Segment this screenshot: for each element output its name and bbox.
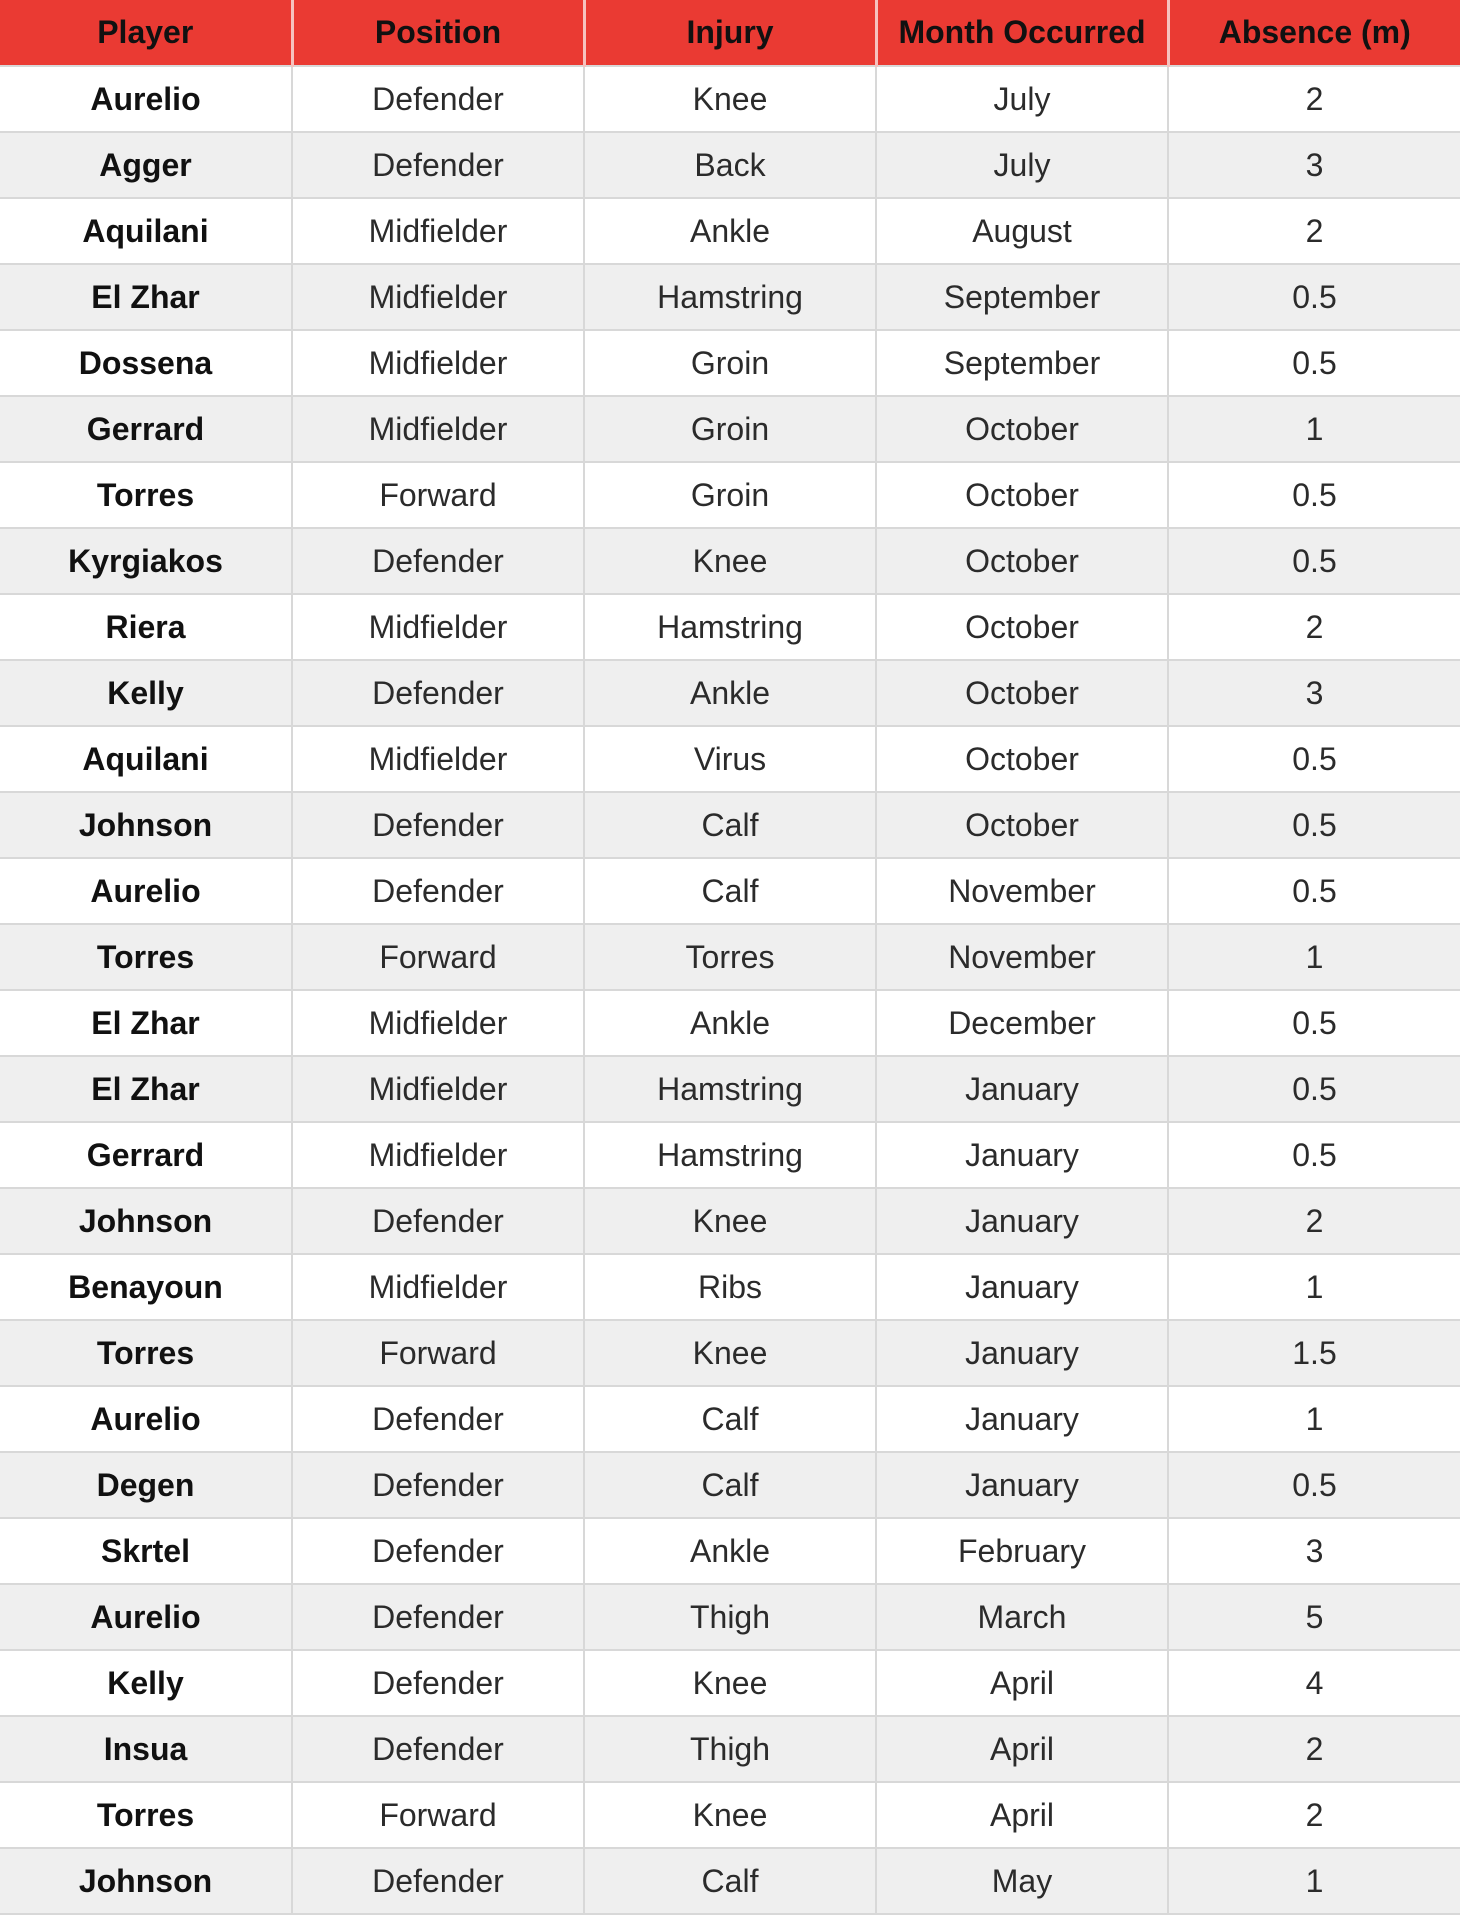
table-row [0, 1188, 1460, 1254]
absence-cell: 1 [1168, 1848, 1460, 1914]
month-cell: January [876, 1452, 1168, 1518]
absence-cell: 0.5 [1168, 726, 1460, 792]
position-cell: Midfielder [292, 990, 584, 1056]
injury-cell: Ankle [584, 1518, 876, 1584]
month-cell: January [876, 1056, 1168, 1122]
injury-cell: Virus [584, 726, 876, 792]
injury-cell: Torres [584, 924, 876, 990]
injury-cell: Calf [584, 1452, 876, 1518]
position-cell: Defender [292, 1650, 584, 1716]
injury-cell: Calf [584, 1386, 876, 1452]
player-cell: Torres [0, 1782, 292, 1848]
position-cell: Midfielder [292, 198, 584, 264]
position-cell: Defender [292, 660, 584, 726]
position-cell: Midfielder [292, 1056, 584, 1122]
player-cell: El Zhar [0, 990, 292, 1056]
player-cell: Benayoun [0, 1254, 292, 1320]
injury-cell: Ankle [584, 990, 876, 1056]
absence-cell: 0.5 [1168, 1122, 1460, 1188]
month-cell: October [876, 726, 1168, 792]
month-cell: April [876, 1650, 1168, 1716]
injury-cell: Knee [584, 1650, 876, 1716]
injury-cell: Calf [584, 1848, 876, 1914]
table-row [0, 990, 1460, 1056]
position-cell: Midfielder [292, 330, 584, 396]
absence-cell: 0.5 [1168, 1056, 1460, 1122]
player-cell: Aurelio [0, 858, 292, 924]
position-cell: Defender [292, 1452, 584, 1518]
absence-cell: 0.5 [1168, 990, 1460, 1056]
injury-cell: Hamstring [584, 1122, 876, 1188]
month-cell: November [876, 858, 1168, 924]
month-cell: August [876, 198, 1168, 264]
player-cell: Agger [0, 132, 292, 198]
column-header-absence: Absence (m) [1168, 0, 1460, 66]
injury-cell: Knee [584, 1782, 876, 1848]
table-row [0, 330, 1460, 396]
injury-cell: Groin [584, 396, 876, 462]
month-cell: May [876, 1848, 1168, 1914]
column-header-position: Position [292, 0, 584, 66]
position-cell: Defender [292, 1584, 584, 1650]
injury-cell: Hamstring [584, 1056, 876, 1122]
absence-cell: 1 [1168, 396, 1460, 462]
absence-cell: 5 [1168, 1584, 1460, 1650]
player-cell: El Zhar [0, 264, 292, 330]
month-cell: November [876, 924, 1168, 990]
table-row [0, 792, 1460, 858]
table-row [0, 528, 1460, 594]
table-row [0, 132, 1460, 198]
table-row [0, 1650, 1460, 1716]
injury-cell: Knee [584, 1320, 876, 1386]
table-row [0, 1320, 1460, 1386]
table-row [0, 924, 1460, 990]
column-header-month-occurred: Month Occurred [876, 0, 1168, 66]
month-cell: January [876, 1122, 1168, 1188]
table-header [0, 0, 1460, 66]
month-cell: January [876, 1320, 1168, 1386]
injury-cell: Hamstring [584, 594, 876, 660]
table-row [0, 396, 1460, 462]
player-cell: Torres [0, 1320, 292, 1386]
absence-cell: 3 [1168, 660, 1460, 726]
absence-cell: 0.5 [1168, 858, 1460, 924]
injury-cell: Ankle [584, 660, 876, 726]
position-cell: Forward [292, 1782, 584, 1848]
table-row [0, 1254, 1460, 1320]
injury-cell: Ankle [584, 198, 876, 264]
player-cell: Insua [0, 1716, 292, 1782]
absence-cell: 3 [1168, 132, 1460, 198]
column-header-injury: Injury [584, 0, 876, 66]
player-cell: Gerrard [0, 1122, 292, 1188]
table-row [0, 858, 1460, 924]
absence-cell: 1 [1168, 1254, 1460, 1320]
month-cell: January [876, 1188, 1168, 1254]
absence-cell: 0.5 [1168, 1452, 1460, 1518]
position-cell: Forward [292, 462, 584, 528]
table-row [0, 1782, 1460, 1848]
table-row [0, 1452, 1460, 1518]
position-cell: Defender [292, 1518, 584, 1584]
month-cell: March [876, 1584, 1168, 1650]
month-cell: January [876, 1254, 1168, 1320]
table-row [0, 1056, 1460, 1122]
absence-cell: 1 [1168, 924, 1460, 990]
table-row [0, 1386, 1460, 1452]
injury-cell: Calf [584, 792, 876, 858]
player-cell: Aurelio [0, 1386, 292, 1452]
player-cell: Dossena [0, 330, 292, 396]
column-header-player: Player [0, 0, 292, 66]
position-cell: Defender [292, 528, 584, 594]
absence-cell: 0.5 [1168, 462, 1460, 528]
position-cell: Midfielder [292, 1254, 584, 1320]
player-cell: Aurelio [0, 66, 292, 132]
month-cell: December [876, 990, 1168, 1056]
absence-cell: 1 [1168, 1386, 1460, 1452]
position-cell: Midfielder [292, 396, 584, 462]
player-cell: Torres [0, 462, 292, 528]
month-cell: April [876, 1782, 1168, 1848]
player-cell: Gerrard [0, 396, 292, 462]
injury-cell: Back [584, 132, 876, 198]
table-row [0, 1848, 1460, 1914]
position-cell: Defender [292, 858, 584, 924]
month-cell: October [876, 528, 1168, 594]
table-row [0, 1122, 1460, 1188]
table-row [0, 462, 1460, 528]
absence-cell: 2 [1168, 1188, 1460, 1254]
position-cell: Defender [292, 1848, 584, 1914]
injury-cell: Calf [584, 858, 876, 924]
month-cell: September [876, 330, 1168, 396]
player-cell: Aquilani [0, 198, 292, 264]
table-row [0, 1716, 1460, 1782]
table-row [0, 66, 1460, 132]
player-cell: El Zhar [0, 1056, 292, 1122]
player-cell: Johnson [0, 792, 292, 858]
injury-cell: Knee [584, 66, 876, 132]
injury-cell: Groin [584, 330, 876, 396]
month-cell: October [876, 660, 1168, 726]
player-cell: Kelly [0, 1650, 292, 1716]
position-cell: Midfielder [292, 264, 584, 330]
table-row [0, 264, 1460, 330]
month-cell: April [876, 1716, 1168, 1782]
injury-cell: Ribs [584, 1254, 876, 1320]
player-cell: Kelly [0, 660, 292, 726]
table-row [0, 1584, 1460, 1650]
absence-cell: 2 [1168, 1716, 1460, 1782]
injury-cell: Thigh [584, 1584, 876, 1650]
injury-cell: Knee [584, 1188, 876, 1254]
absence-cell: 2 [1168, 66, 1460, 132]
table-row [0, 594, 1460, 660]
absence-cell: 0.5 [1168, 330, 1460, 396]
injury-cell: Groin [584, 462, 876, 528]
player-cell: Kyrgiakos [0, 528, 292, 594]
month-cell: October [876, 594, 1168, 660]
month-cell: January [876, 1386, 1168, 1452]
absence-cell: 0.5 [1168, 264, 1460, 330]
player-cell: Degen [0, 1452, 292, 1518]
table-row [0, 198, 1460, 264]
position-cell: Midfielder [292, 1122, 584, 1188]
player-cell: Aquilani [0, 726, 292, 792]
absence-cell: 4 [1168, 1650, 1460, 1716]
month-cell: July [876, 132, 1168, 198]
absence-cell: 2 [1168, 594, 1460, 660]
table-row [0, 726, 1460, 792]
table-row [0, 1518, 1460, 1584]
absence-cell: 1.5 [1168, 1320, 1460, 1386]
player-cell: Riera [0, 594, 292, 660]
player-cell: Johnson [0, 1188, 292, 1254]
position-cell: Defender [292, 1188, 584, 1254]
player-cell: Torres [0, 924, 292, 990]
absence-cell: 2 [1168, 1782, 1460, 1848]
month-cell: October [876, 792, 1168, 858]
month-cell: February [876, 1518, 1168, 1584]
injury-cell: Thigh [584, 1716, 876, 1782]
table-row [0, 660, 1460, 726]
absence-cell: 0.5 [1168, 528, 1460, 594]
position-cell: Forward [292, 924, 584, 990]
absence-cell: 0.5 [1168, 792, 1460, 858]
month-cell: September [876, 264, 1168, 330]
header-row [0, 0, 1460, 66]
position-cell: Defender [292, 132, 584, 198]
position-cell: Defender [292, 1716, 584, 1782]
position-cell: Defender [292, 66, 584, 132]
position-cell: Defender [292, 1386, 584, 1452]
injury-cell: Knee [584, 528, 876, 594]
player-cell: Johnson [0, 1848, 292, 1914]
position-cell: Forward [292, 1320, 584, 1386]
position-cell: Midfielder [292, 594, 584, 660]
injury-cell: Hamstring [584, 264, 876, 330]
absence-cell: 2 [1168, 198, 1460, 264]
position-cell: Defender [292, 792, 584, 858]
position-cell: Midfielder [292, 726, 584, 792]
month-cell: October [876, 462, 1168, 528]
month-cell: July [876, 66, 1168, 132]
absence-cell: 3 [1168, 1518, 1460, 1584]
player-cell: Skrtel [0, 1518, 292, 1584]
player-cell: Aurelio [0, 1584, 292, 1650]
month-cell: October [876, 396, 1168, 462]
table-body [0, 66, 1460, 1914]
